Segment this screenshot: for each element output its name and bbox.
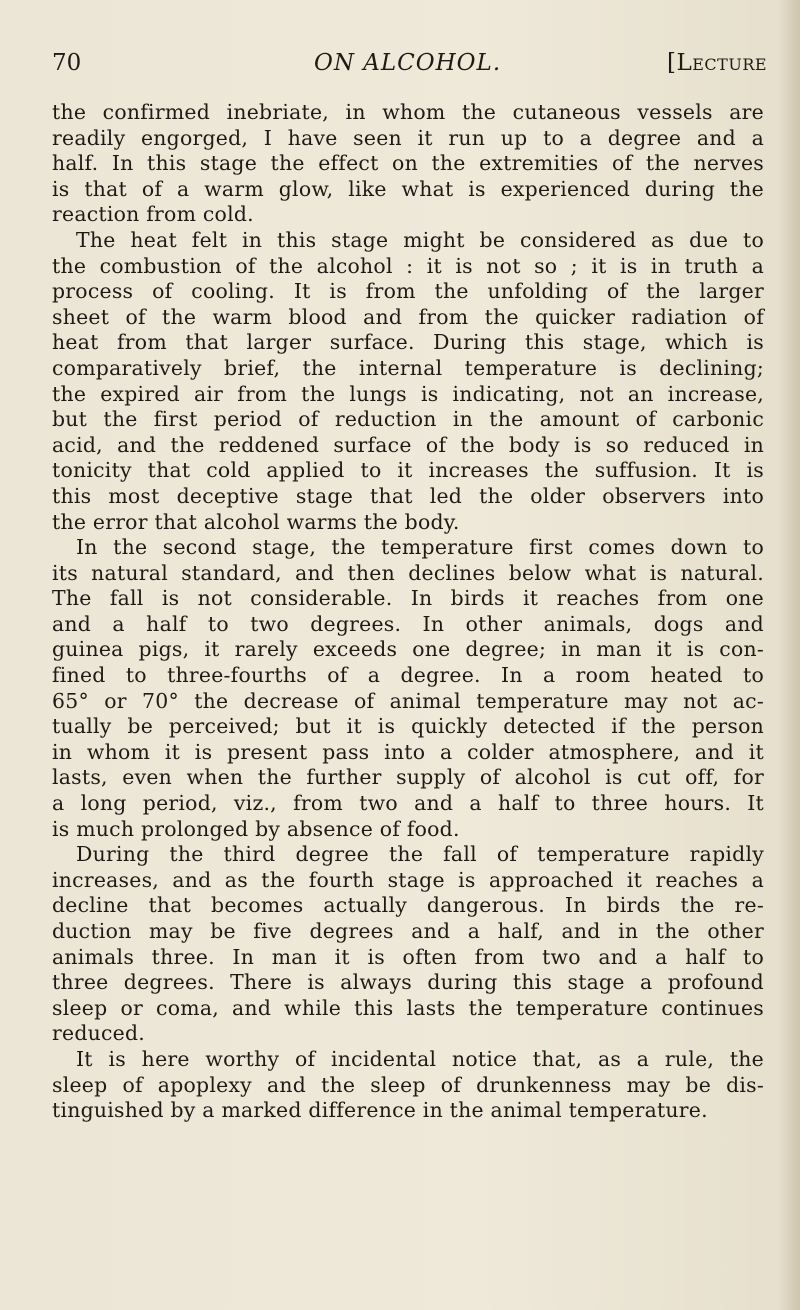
text-line: process of cooling. It is from the unfolding of the larger bbox=[52, 279, 764, 304]
text-line: lasts, even when the further supply of alcohol is cut off, for bbox=[52, 765, 764, 790]
text-line: three degrees. There is always during this stage a profound bbox=[52, 970, 764, 995]
running-title: ON ALCOHOL. bbox=[314, 50, 502, 76]
text-line: In the second stage, the temperature first comes down to bbox=[76, 535, 764, 560]
text-line: a long period, viz., from two and a half to three hours. It bbox=[52, 791, 764, 816]
text-line: The fall is not considerable. In birds it reaches from one bbox=[52, 586, 764, 611]
text-line: this most deceptive stage that led the older observers into bbox=[52, 483, 764, 508]
body-text bbox=[52, 100, 764, 1124]
text-line: is much prolonged by absence of food. bbox=[52, 816, 460, 841]
text-line: tually be perceived; but it is quickly detected if the person bbox=[52, 714, 764, 739]
text-line: sleep of apoplexy and the sleep of drunkenness may be dis- bbox=[52, 1072, 764, 1097]
text-line: its natural standard, and then declines below what is natural. bbox=[52, 560, 764, 585]
text-line: in whom it is present pass into a colder atmosphere, and it bbox=[52, 739, 764, 764]
text-line: sleep or coma, and while this lasts the temperature continues bbox=[52, 995, 764, 1020]
text-line: comparatively brief, the internal temperature is declining; bbox=[52, 355, 764, 380]
text-line: readily engorged, I have seen it run up to a degree and a bbox=[52, 125, 764, 150]
text-line: acid, and the reddened surface of the body is so reduced in bbox=[52, 432, 764, 457]
text-line: guinea pigs, it rarely exceeds one degree; in man it is con- bbox=[52, 637, 764, 662]
text-line: The heat felt in this stage might be considered as due to bbox=[76, 227, 764, 252]
text-line: is that of a warm glow, like what is experienced during the bbox=[52, 176, 764, 201]
text-line: the confirmed inebriate, in whom the cutaneous vessels are bbox=[52, 100, 764, 124]
running-header bbox=[52, 50, 777, 80]
text-line: and a half to two degrees. In other animals, dogs and bbox=[52, 611, 764, 636]
text-line: reaction from cold. bbox=[52, 202, 254, 227]
text-line: duction may be five degrees and a half, and in the other bbox=[52, 919, 764, 943]
text-line: but the first period of reduction in the amount of carbonic bbox=[52, 407, 764, 432]
text-line: sheet of the warm blood and from the quicker radiation of bbox=[52, 304, 764, 329]
text-line: It is here worthy of incidental notice that, as a rule, the bbox=[76, 1046, 764, 1071]
text-line: animals three. In man it is often from two and a half to bbox=[52, 944, 764, 969]
text-line: reduced. bbox=[52, 1021, 146, 1046]
text-line: 65° or 70° the decrease of animal temperature may not ac- bbox=[52, 688, 764, 713]
section-label: [Lecture bbox=[667, 50, 768, 76]
text-line: the combustion of the alcohol : it is not so ; it is in truth a bbox=[52, 253, 764, 278]
page-edge-shadow bbox=[778, 0, 800, 1310]
text-line: the expired air from the lungs is indicating, not an increase, bbox=[52, 381, 764, 406]
text-line: decline that becomes actually dangerous. In birds the re- bbox=[52, 893, 764, 918]
text-line: heat from that larger surface. During this stage, which is bbox=[52, 330, 764, 355]
text-line: fined to three-fourths of a degree. In a room heated to bbox=[52, 663, 764, 688]
text-line: half. In this stage the effect on the extremities of the nerves bbox=[52, 151, 764, 176]
text-line: tinguished by a marked difference in the animal temperature. bbox=[52, 1098, 708, 1123]
text-line: During the third degree the fall of temperature rapidly bbox=[76, 842, 764, 867]
text-line: tonicity that cold applied to it increases the suffusion. It is bbox=[52, 458, 764, 483]
text-line: increases, and as the fourth stage is approached it reaches a bbox=[52, 867, 764, 892]
text-line: the error that alcohol warms the body. bbox=[52, 509, 460, 534]
page-number: 70 bbox=[52, 50, 82, 76]
